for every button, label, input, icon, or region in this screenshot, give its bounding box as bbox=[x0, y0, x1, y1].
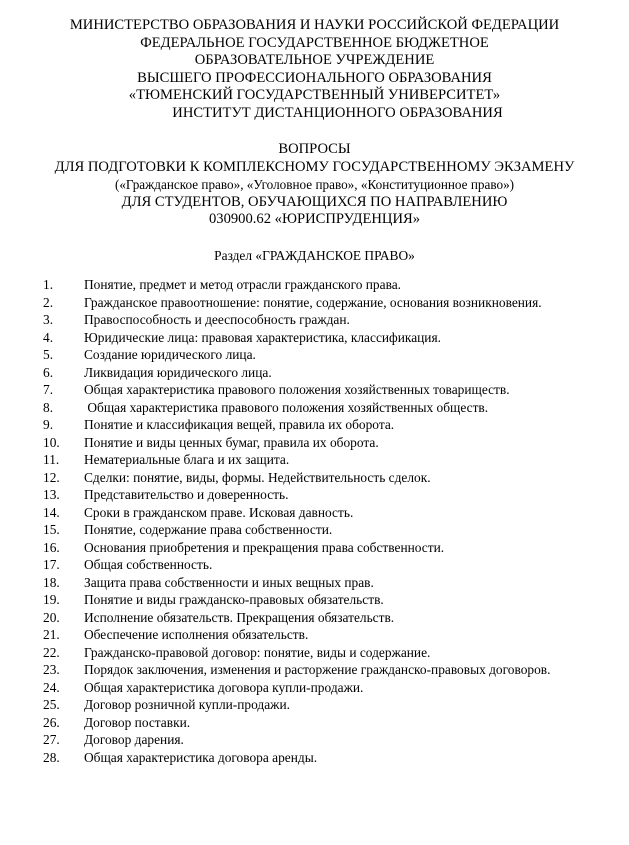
list-item bbox=[43, 276, 602, 294]
list-item bbox=[43, 696, 602, 714]
question-number: 9. bbox=[43, 417, 54, 432]
question-text: Исполнение обязательств. Прекращения обязательств. bbox=[84, 609, 395, 625]
list-item bbox=[43, 416, 602, 434]
question-number: 3. bbox=[43, 312, 54, 327]
list-item bbox=[43, 294, 602, 312]
question-text: Представительство и доверенность. bbox=[84, 487, 289, 502]
question-text: Порядок заключения, изменения и расторжение гражданско-правовых договоров. bbox=[84, 662, 551, 677]
title-line-questions: ВОПРОСЫ bbox=[278, 141, 351, 157]
title-line-subjects: («Гражданское право», «Уголовное право», «Конституционное право») bbox=[114, 177, 515, 193]
list-item bbox=[43, 591, 602, 609]
question-text: Понятие, предмет и метод отрасли гражданского права. bbox=[84, 277, 402, 292]
question-text: Основания приобретения и прекращения права собственности. bbox=[84, 539, 445, 555]
header-line-federal: ФЕДЕРАЛЬНОЕ ГОСУДАРСТВЕННОЕ БЮДЖЕТНОЕ bbox=[140, 34, 489, 51]
question-number: 8. bbox=[43, 399, 54, 415]
list-item bbox=[43, 364, 602, 382]
question-number: 14. bbox=[43, 504, 60, 520]
question-number: 13. bbox=[43, 487, 60, 502]
question-text: Общая собственность. bbox=[84, 557, 213, 572]
title-line-program: 030900.62 «ЮРИСПРУДЕНЦИЯ» bbox=[208, 211, 421, 228]
question-text: Создание юридического лица. bbox=[84, 347, 256, 362]
header-line-university: «ТЮМЕНСКИЙ ГОСУДАРСТВЕННЫЙ УНИВЕРСИТЕТ» bbox=[128, 87, 501, 104]
question-number: 27. bbox=[43, 732, 60, 747]
question-text: Общая характеристика правового положения хозяйственных товариществ. bbox=[84, 382, 510, 397]
question-number: 18. bbox=[43, 574, 60, 590]
question-number: 23. bbox=[43, 662, 60, 677]
list-item bbox=[43, 504, 602, 522]
question-number: 7. bbox=[43, 382, 54, 397]
question-number: 26. bbox=[43, 714, 60, 730]
institution-header bbox=[0, 17, 629, 123]
header-line-higher-education: ВЫСШЕГО ПРОФЕССИОНАЛЬНОГО ОБРАЗОВАНИЯ bbox=[137, 69, 492, 86]
question-list bbox=[43, 276, 602, 766]
question-text: Гражданское правоотношение: понятие, содержание, основания возникновения. bbox=[84, 294, 542, 310]
list-item bbox=[43, 679, 602, 697]
question-number: 20. bbox=[43, 609, 60, 625]
question-number: 11. bbox=[43, 452, 60, 467]
list-item bbox=[43, 574, 602, 592]
question-text: Договор розничной купли-продажи. bbox=[84, 697, 290, 712]
section-heading: Раздел «ГРАЖДАНСКОЕ ПРАВО» bbox=[214, 248, 415, 263]
question-text: Общая характеристика правового положения хозяйственных обществ. bbox=[84, 399, 489, 415]
list-item bbox=[43, 311, 602, 329]
question-text: Договор дарения. bbox=[84, 732, 184, 747]
list-item bbox=[43, 434, 602, 452]
question-text: Сроки в гражданском праве. Исковая давность. bbox=[84, 504, 354, 520]
list-item bbox=[43, 644, 602, 662]
list-item bbox=[43, 539, 602, 557]
question-text: Юридические лица: правовая характеристика, классификация. bbox=[84, 329, 441, 345]
question-number: 21. bbox=[43, 627, 60, 642]
list-item bbox=[43, 661, 602, 679]
question-number: 17. bbox=[43, 557, 60, 572]
list-item bbox=[43, 399, 602, 417]
question-number: 2. bbox=[43, 294, 54, 310]
question-text: Договор поставки. bbox=[84, 714, 191, 730]
list-item bbox=[43, 731, 602, 749]
question-number: 4. bbox=[43, 329, 54, 345]
question-number: 22. bbox=[43, 644, 60, 660]
list-item bbox=[43, 486, 602, 504]
question-text: Понятие и виды гражданско-правовых обязательств. bbox=[84, 592, 384, 607]
question-text: Гражданско-правовой договор: понятие, виды и содержание. bbox=[84, 644, 431, 660]
list-item bbox=[43, 556, 602, 574]
list-item bbox=[43, 749, 602, 767]
question-number: 1. bbox=[43, 277, 54, 292]
question-text: Ликвидация юридического лица. bbox=[84, 364, 272, 380]
question-text: Обеспечение исполнения обязательств. bbox=[84, 627, 309, 642]
question-number: 28. bbox=[43, 749, 60, 765]
title-line-purpose: ДЛЯ ПОДГОТОВКИ К КОМПЛЕКСНОМУ ГОСУДАРСТВЕННОМУ ЭКЗАМЕНУ bbox=[54, 158, 575, 175]
question-number: 10. bbox=[43, 434, 60, 450]
question-number: 5. bbox=[43, 347, 54, 362]
header-line-institute: ИНСТИТУТ ДИСТАНЦИОННОГО ОБРАЗОВАНИЯ bbox=[172, 104, 503, 121]
list-item bbox=[43, 381, 602, 399]
question-number: 15. bbox=[43, 522, 60, 537]
question-text: Нематериальные блага и их защита. bbox=[84, 452, 290, 467]
question-number: 19. bbox=[43, 592, 60, 607]
question-number: 6. bbox=[43, 364, 54, 380]
question-number: 24. bbox=[43, 679, 60, 695]
question-text: Сделки: понятие, виды, формы. Недействительность сделок. bbox=[84, 469, 431, 485]
header-line-institution: ОБРАЗОВАТЕЛЬНОЕ УЧРЕЖДЕНИЕ bbox=[194, 52, 435, 69]
header-line-ministry: МИНИСТЕРСТВО ОБРАЗОВАНИЯ И НАУКИ РОССИЙСКОЙ ФЕДЕРАЦИИ bbox=[69, 17, 560, 33]
question-number: 12. bbox=[43, 469, 60, 485]
question-number: 16. bbox=[43, 539, 60, 555]
list-item bbox=[43, 521, 602, 539]
question-text: Защита права собственности и иных вещных прав. bbox=[84, 574, 374, 590]
question-text: Общая характеристика договора купли-продажи. bbox=[84, 679, 364, 695]
list-item bbox=[43, 609, 602, 627]
question-text: Понятие, содержание права собственности. bbox=[84, 522, 333, 537]
list-item bbox=[43, 469, 602, 487]
list-item bbox=[43, 714, 602, 732]
list-item bbox=[43, 346, 602, 364]
question-number: 25. bbox=[43, 697, 60, 712]
list-item bbox=[43, 451, 602, 469]
question-text: Понятие и классификация вещей, правила их оборота. bbox=[84, 417, 395, 432]
question-text: Общая характеристика договора аренды. bbox=[84, 749, 318, 765]
question-text: Понятие и виды ценных бумаг, правила их оборота. bbox=[84, 434, 379, 450]
question-text: Правоспособность и дееспособность граждан. bbox=[84, 312, 350, 327]
document-title bbox=[0, 141, 629, 229]
list-item bbox=[43, 329, 602, 347]
title-line-students: ДЛЯ СТУДЕНТОВ, ОБУЧАЮЩИХСЯ ПО НАПРАВЛЕНИЮ bbox=[121, 193, 508, 210]
list-item bbox=[43, 626, 602, 644]
